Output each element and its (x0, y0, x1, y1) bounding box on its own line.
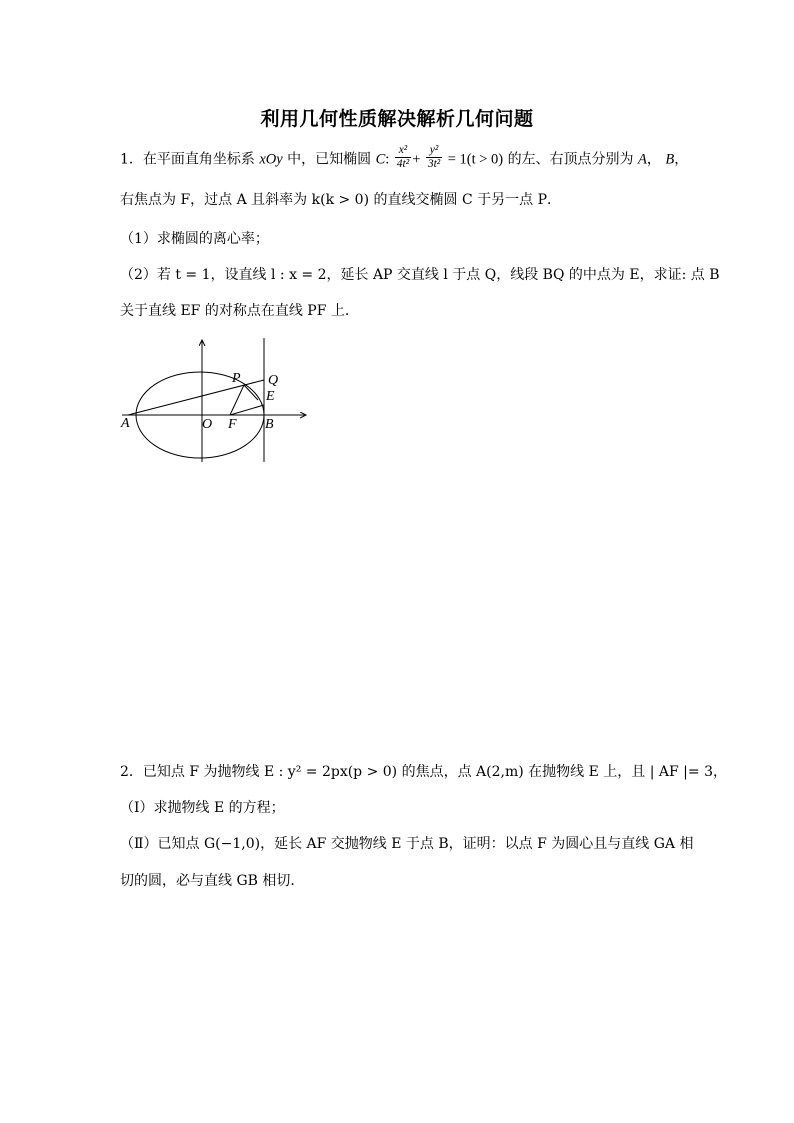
ellipse-y-term (426, 144, 442, 171)
segment-p-reflect (244, 385, 258, 400)
vertex-b: B (665, 151, 675, 168)
problem2-part2-line2: 切的圆，必与直线 GB 相切． (120, 873, 305, 889)
problem1-intro-post: 的左、右顶点分别为 (507, 151, 634, 168)
label-b: B (265, 417, 274, 432)
problem1-line1: 1．在平面直角坐标系 xOy 中，已知椭圆 C: $\frac{\text{x²}}{\text{4t²}}$ + $\frac{\text{y²}}{\text{3t²}}$ = 1(t > 0) 的左、右顶点分别为 A， B， (120, 144, 689, 170)
problem2-part2-line1: （Ⅱ）已知点 G(−1,0)，延长 AF 交抛物线 E 于点 B，证明：以点 F 为圆心且与直线 GA 相 (120, 836, 694, 852)
segment-pf (230, 385, 244, 415)
ellipse-y-den: 3t² (427, 158, 441, 170)
label-a: A (121, 416, 130, 431)
ellipse-figure (118, 334, 318, 469)
label-f: F (228, 417, 237, 432)
coord-system: xOy (259, 151, 283, 168)
problem2-part1: （Ⅰ）求抛物线 E 的方程； (120, 800, 285, 816)
vertex-a: A (638, 151, 647, 168)
label-o: O (202, 417, 213, 432)
problem2-line1: 2．已知点 F 为抛物线 E : y² = 2px(p > 0) 的焦点，点 A(2,m) 在抛物线 E 上，且 | AF |= 3， (120, 764, 727, 780)
problem1-line2: 右焦点为 F，过点 A 且斜率为 k(k > 0) 的直线交椭圆 C 于另一点 P． (120, 192, 561, 208)
ellipse-x-num: x² (395, 144, 411, 158)
page-title: 利用几何性质解决解析几何问题 (260, 108, 534, 130)
label-p: P (232, 371, 241, 386)
ellipse-x-term (395, 144, 411, 171)
problem1-part2-line1: （2）若 t = 1，设直线 l : x = 2，延长 AP 交直线 l 于点 Q，线段 BQ 的中点为 E，求证: 点 B (120, 267, 720, 283)
problem1-intro: 1．在平面直角坐标系 (120, 151, 255, 168)
problem1-part1: （1）求椭圆的离心率； (120, 231, 269, 247)
ellipse-name: C (375, 151, 386, 168)
ellipse-rhs: = 1(t > 0) (447, 151, 504, 168)
segment-fe (230, 405, 264, 415)
ellipse-x-den: 4t² (396, 158, 410, 170)
label-e: E (266, 389, 275, 404)
label-q: Q (268, 373, 279, 388)
problem1-part2-line2: 关于直线 EF 的对称点在直线 PF 上． (120, 303, 359, 319)
problem1-intro-mid: 中，已知椭圆 (287, 151, 372, 168)
ellipse-y-num: y² (426, 144, 442, 158)
